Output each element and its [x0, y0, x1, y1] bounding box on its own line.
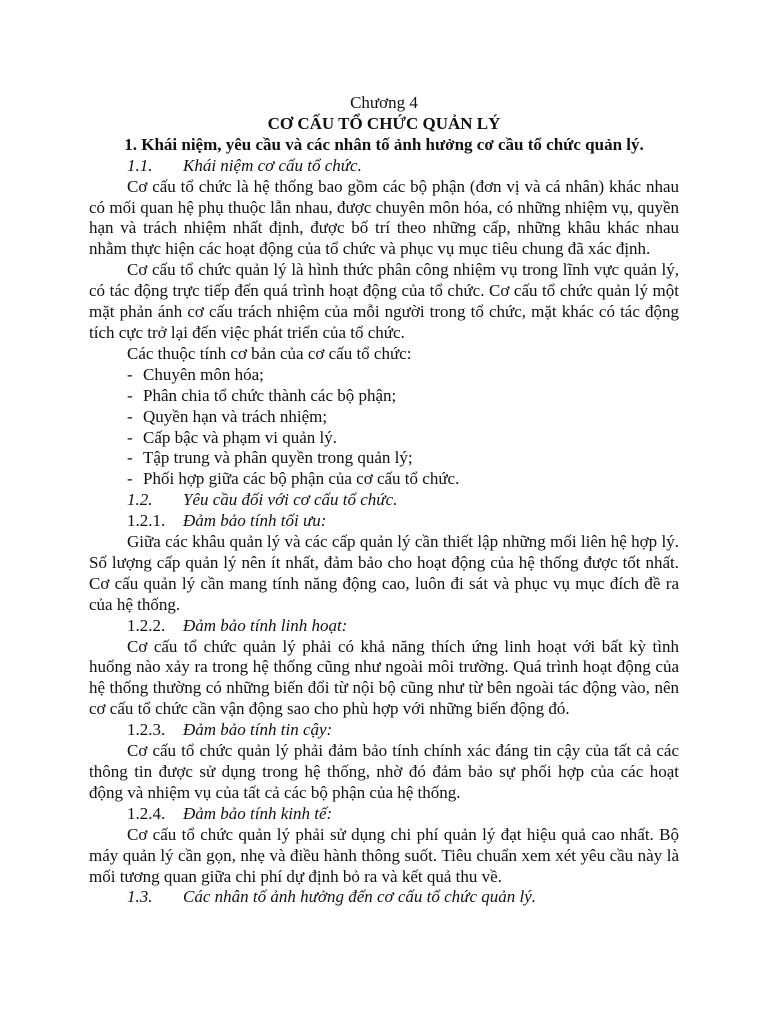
section-1-2-heading — [127, 490, 679, 511]
section-1-2-number: 1.2. — [127, 490, 153, 510]
section-1-2-3-heading: 1.2.3. Đảm bảo tính tin cậy: — [127, 720, 333, 740]
paragraph-1-2-2: Cơ cấu tổ chức quản lý phải có khả năng thích ứng linh hoạt với bất kỳ tình huống nào xảy ra trong hệ thống cũng như ngoài môi trường. Quá trình hoạt động của hệ thống thường có những biến đổi từ nội bộ cũng như từ bên ngoài tác động vào, nên cơ cấu tổ chức cần vận động sao cho phù hợp với những biến động đó. — [89, 636, 679, 719]
list-item: - Phối hợp giữa các bộ phận của cơ cấu tổ chức. — [127, 469, 460, 489]
list-item: - Quyền hạn và trách nhiệm; — [127, 406, 328, 426]
section-1-1-heading — [127, 156, 679, 177]
section-1-3-number: 1.3. — [127, 887, 153, 907]
paragraph-1-1-a: Cơ cấu tổ chức là hệ thống bao gồm các bộ phận (đơn vị và cá nhân) khác nhau có mối quan hệ phụ thuộc lẫn nhau, được chuyên môn hóa, có những nhiệm vụ, quyền hạn và trách nhiệm nhất định, được bố trí theo những cấp, những khâu khác nhau nhằm thực hiện các hoạt động của tổ chức và phục vụ mục tiêu chung đã xác định. — [89, 176, 679, 259]
list-item: - Phân chia tổ chức thành các bộ phận; — [127, 385, 397, 405]
section-1-2-1-heading: 1.2.1. Đảm bảo tính tối ưu: — [127, 511, 327, 531]
paragraph-1-1-c: Các thuộc tính cơ bản của cơ cấu tổ chức: — [127, 343, 412, 363]
chapter-label: Chương 4 — [350, 93, 418, 112]
chapter-title: CƠ CẤU TỔ CHỨC QUẢN LÝ — [267, 113, 501, 133]
paragraph-1-1-b: Cơ cấu tổ chức quản lý là hình thức phân công nhiệm vụ trong lĩnh vực quản lý, có tác động trực tiếp đến quá trình hoạt động của tổ chức. Cơ cấu tổ chức quản lý một mặt phản ánh cơ cấu trách nhiệm của mỗi người trong tổ chức, mặt khác có tác động tích cực trở lại đến việc phát triển của tổ chức. — [89, 260, 679, 342]
section-1-1-number: 1.1. — [127, 155, 153, 175]
paragraph-1-2-3: Cơ cấu tổ chức quản lý phải đảm bảo tính chính xác đáng tin cậy của tất cả các thông tin được sử dụng trong hệ thống, nhờ đó đảm bảo sự phối hợp của các hoạt động và nhiệm vụ của tất cả các bộ phận của hệ thống. — [89, 741, 679, 802]
section-1-2-2-heading: 1.2.2. Đảm bảo tính linh hoạt: — [127, 615, 348, 635]
paragraph-1-2-1: Giữa các khâu quản lý và các cấp quản lý cần thiết lập những mối liên hệ hợp lý. Số lượng cấp quản lý nên ít nhất, đảm bảo cho hoạt động của hệ thống được tốt nhất. Cơ cấu quản lý cần mang tính năng động cao, luôn đi sát và phục vụ mục đích đề ra của hệ thống. — [89, 532, 679, 614]
section-1-2-4-heading: 1.2.4. Đảm bảo tính kinh tế: — [127, 803, 333, 823]
section-1-1-title: Khái niệm cơ cấu tổ chức. — [183, 155, 362, 175]
section-1-3-heading — [127, 887, 679, 908]
list-item: - Cấp bậc và phạm vi quản lý. — [127, 427, 338, 447]
section-1-3-title: Các nhân tố ảnh hưởng đến cơ cấu tổ chức quản lý. — [183, 887, 537, 907]
list-item: - Tập trung và phân quyền trong quản lý; — [127, 448, 413, 468]
section-1-heading: 1. Khái niệm, yêu cầu và các nhân tố ảnh hưởng cơ cầu tổ chức quản lý. — [124, 134, 644, 154]
section-1-2-title: Yêu cầu đối với cơ cấu tổ chức. — [183, 490, 398, 510]
list-item: - Chuyên môn hóa; — [127, 364, 264, 384]
attribute-list — [89, 365, 679, 490]
paragraph-1-2-4: Cơ cấu tổ chức quản lý phải sử dụng chi phí quản lý đạt hiệu quả cao nhất. Bộ máy quản lý cần gọn, nhẹ và điều hành thông suốt. Tiêu chuẩn xem xét yêu cầu này là mối tương quan giữa chi phí dự định bỏ ra và kết quả thu về. — [89, 824, 679, 886]
